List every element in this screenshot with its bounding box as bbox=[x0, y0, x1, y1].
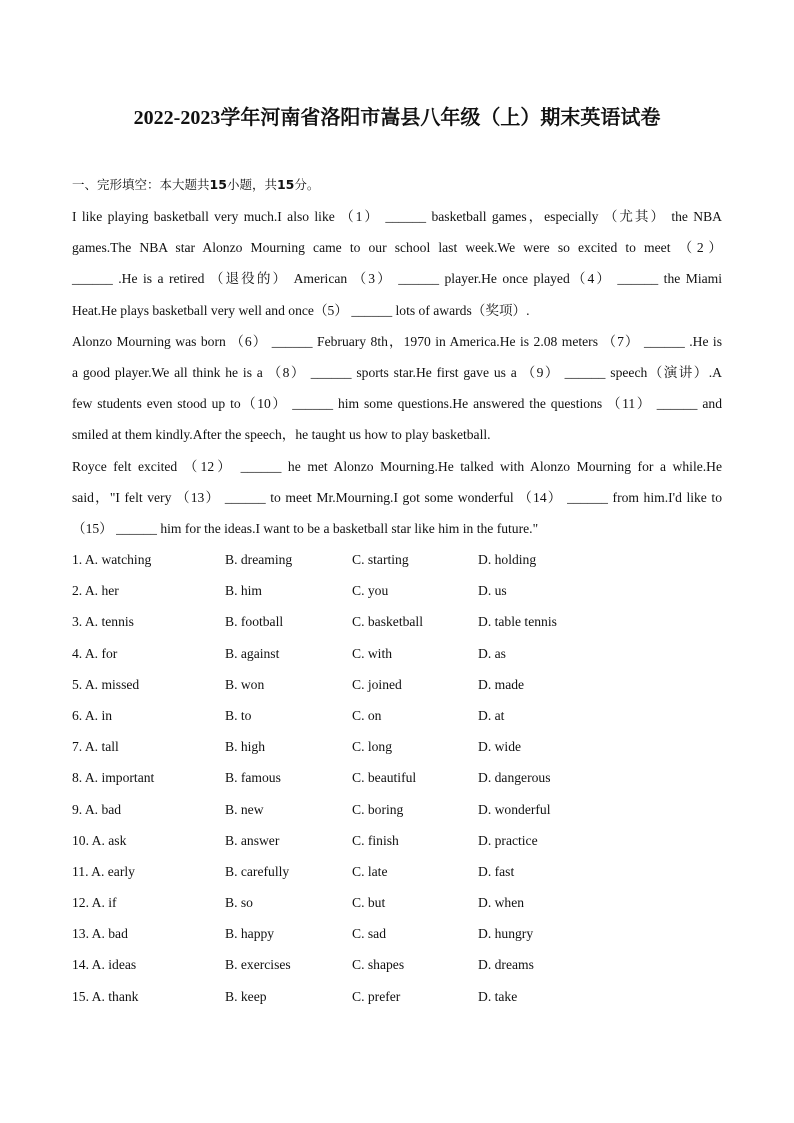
option-choice: D. dangerous bbox=[478, 770, 551, 786]
option-row bbox=[72, 731, 722, 762]
exam-title: 2022-2023学年河南省洛阳市嵩县八年级（上）期末英语试卷 bbox=[133, 107, 661, 129]
option-choice: D. hungry bbox=[478, 926, 534, 942]
option-row bbox=[72, 762, 722, 793]
option-row bbox=[72, 544, 722, 575]
option-choice: D. holding bbox=[478, 552, 537, 567]
option-choice: B. carefully bbox=[225, 863, 290, 879]
section-body-b: 小题，共 bbox=[226, 177, 277, 192]
option-choice: B. happy bbox=[225, 926, 275, 942]
option-row bbox=[72, 794, 722, 825]
option-row bbox=[72, 575, 722, 606]
option-row bbox=[72, 981, 722, 1012]
cloze-passage bbox=[72, 201, 722, 544]
option-choice: 12. A. if bbox=[72, 895, 117, 911]
option-choice: 3. A. tennis bbox=[72, 614, 134, 630]
option-choice: C. shapes bbox=[352, 957, 405, 973]
option-row bbox=[72, 949, 722, 980]
option-choice: D. as bbox=[478, 645, 506, 661]
option-choice: B. high bbox=[225, 739, 266, 755]
section-score: 15 bbox=[276, 177, 295, 192]
option-choice: D. dreams bbox=[478, 957, 534, 973]
passage-line: Heat.He plays basketball very well and once（5） ______ lots of awards（奖项）. bbox=[72, 302, 530, 318]
passage-line: few students even stood up to（10） ______ him some questions.He answered the questions （11） ______ and bbox=[72, 396, 722, 412]
passage-line: （15） ______ him for the ideas.I want to be a basketball star like him in the future." bbox=[72, 520, 539, 536]
option-choice: C. boring bbox=[352, 801, 404, 817]
option-choice: C. starting bbox=[352, 552, 409, 567]
option-choice: B. answer bbox=[225, 832, 280, 848]
passage-line: said，"I felt very （13） ______ to meet Mr.Mourning.I got some wonderful （14） ______ from him.I'd like to bbox=[72, 489, 722, 505]
option-choice: D. made bbox=[478, 676, 525, 692]
option-choice: C. basketball bbox=[352, 614, 423, 630]
option-choice: C. prefer bbox=[352, 988, 401, 1004]
option-choice: 6. A. in bbox=[72, 707, 113, 723]
option-choice: B. so bbox=[225, 895, 253, 911]
passage-line: Royce felt excited （12） ______ he met Alonzo Mourning.He talked with Alonzo Mourning for a while.He bbox=[72, 458, 722, 474]
option-choice: B. football bbox=[225, 614, 284, 630]
passage-line: a good player.We all think he is a （8） ______ sports star.He first gave us a （9） ______ speech（演讲）.A bbox=[72, 364, 722, 380]
option-choice: D. us bbox=[478, 583, 507, 599]
option-choice: 7. A. tall bbox=[72, 739, 119, 755]
option-choice: D. practice bbox=[478, 832, 538, 848]
option-choice: D. take bbox=[478, 988, 518, 1004]
option-row bbox=[72, 700, 722, 731]
option-row bbox=[72, 825, 722, 856]
option-choice: B. famous bbox=[225, 770, 281, 786]
option-choice: C. beautiful bbox=[352, 770, 417, 786]
option-choice: D. fast bbox=[478, 863, 515, 879]
passage-line: ______ .He is a retired （退役的） American （3） ______ player.He once played（4） ______ the Miami bbox=[72, 271, 722, 287]
option-choice: B. him bbox=[225, 583, 263, 599]
answer-options bbox=[72, 544, 722, 1012]
option-choice: 8. A. important bbox=[72, 770, 155, 786]
option-row bbox=[72, 638, 722, 669]
option-choice: C. with bbox=[352, 645, 393, 661]
option-choice: 4. A. for bbox=[72, 645, 118, 661]
option-choice: D. at bbox=[478, 707, 505, 723]
section-body-a: 本大题共 bbox=[159, 177, 210, 192]
option-row bbox=[72, 669, 722, 700]
option-choice: B. to bbox=[225, 707, 252, 723]
option-choice: D. wide bbox=[478, 739, 522, 755]
passage-line: smiled at them kindly.After the speech，he taught us how to play basketball. bbox=[72, 427, 491, 443]
option-choice: C. sad bbox=[352, 926, 386, 942]
option-choice: D. table tennis bbox=[478, 614, 557, 630]
option-row bbox=[72, 606, 722, 637]
section-prefix: 一、完形填空： bbox=[72, 177, 160, 192]
option-choice: C. joined bbox=[352, 676, 402, 692]
passage-line: games.The NBA star Alonzo Mourning came to our school last week.We were so excited to meet （2） bbox=[72, 240, 722, 256]
option-choice: B. keep bbox=[225, 988, 267, 1004]
option-choice: B. new bbox=[225, 801, 264, 817]
option-row bbox=[72, 918, 722, 949]
option-choice: 1. A. watching bbox=[72, 552, 152, 567]
option-choice: C. late bbox=[352, 863, 388, 879]
option-choice: 10. A. ask bbox=[72, 832, 127, 848]
option-choice: D. when bbox=[478, 895, 525, 911]
option-choice: 13. A. bad bbox=[72, 926, 128, 942]
section-heading bbox=[72, 175, 319, 195]
option-choice: C. but bbox=[352, 895, 386, 911]
option-choice: 11. A. early bbox=[72, 863, 135, 879]
option-choice: B. won bbox=[225, 676, 265, 692]
option-choice: 14. A. ideas bbox=[72, 957, 137, 973]
option-row bbox=[72, 856, 722, 887]
option-choice: C. on bbox=[352, 707, 382, 723]
option-choice: C. long bbox=[352, 739, 393, 755]
passage-line: Alonzo Mourning was born （6） ______ February 8th，1970 in America.He is 2.08 meters （7） ______ .He is bbox=[72, 333, 722, 349]
option-choice: 15. A. thank bbox=[72, 988, 139, 1004]
option-choice: B. against bbox=[225, 645, 280, 661]
option-choice: C. you bbox=[352, 583, 389, 599]
option-choice: B. dreaming bbox=[225, 552, 293, 567]
option-choice: 2. A. her bbox=[72, 583, 119, 599]
option-row bbox=[72, 887, 722, 918]
section-body-c: 分。 bbox=[294, 177, 320, 192]
option-choice: C. finish bbox=[352, 832, 399, 848]
section-question-count: 15 bbox=[209, 177, 227, 192]
option-choice: B. exercises bbox=[225, 957, 291, 973]
option-choice: 9. A. bad bbox=[72, 801, 122, 817]
option-choice: D. wonderful bbox=[478, 801, 551, 817]
passage-line: I like playing basketball very much.I also like （1） ______ basketball games，especially （尤其） the NBA bbox=[72, 209, 722, 224]
option-choice: 5. A. missed bbox=[72, 676, 140, 692]
